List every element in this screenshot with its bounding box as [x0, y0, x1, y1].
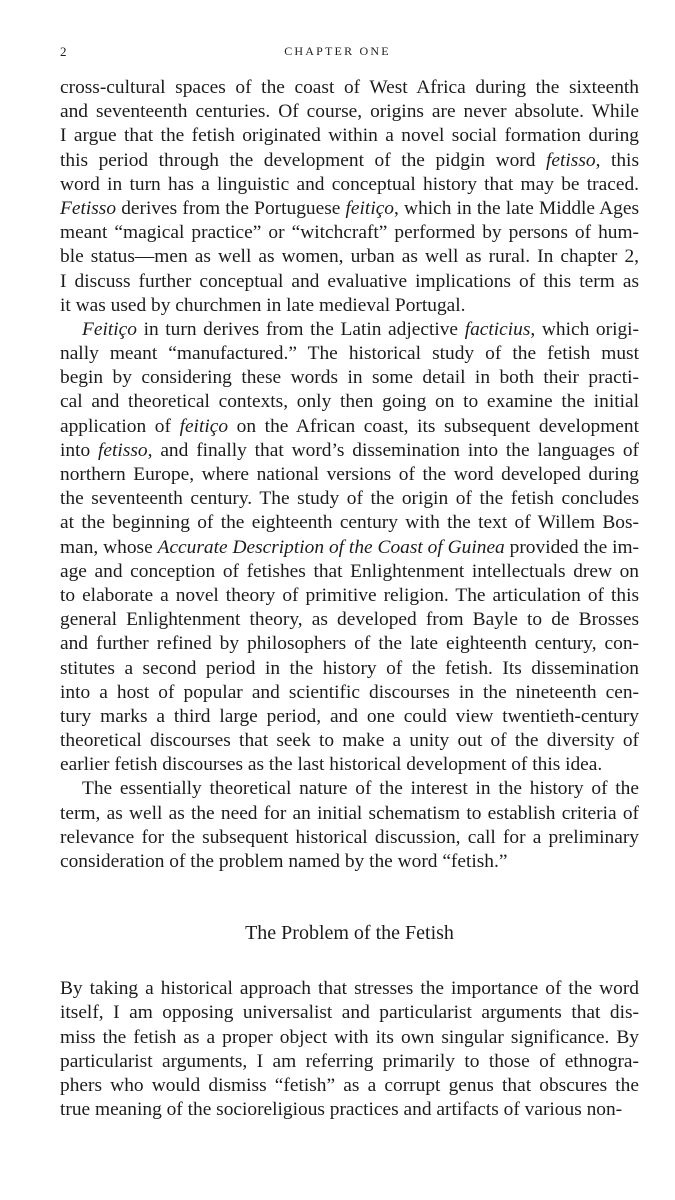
text-line: application of feitiço on the African coast, its subsequent development — [60, 415, 639, 437]
text-line: cal and theoretical contexts, only then going on to examine the initial — [60, 391, 639, 413]
text-line: I discuss further conceptual and evaluative implications of this term as — [60, 270, 639, 292]
text-line: meant “magical practice” or “witchcraft” performed by persons of hum- — [60, 222, 639, 244]
text-line: miss the fetish as a proper object with its own singular significance. By — [60, 1026, 639, 1048]
text-line: The essentially theoretical nature of the interest in the history of the — [82, 778, 639, 800]
paragraphs-after-heading — [60, 977, 639, 1122]
paragraph — [60, 777, 639, 874]
text-line: itself, I am opposing universalist and particularist arguments that dis- — [60, 1002, 639, 1024]
text-line: nally meant “manufactured.” The historical study of the fetish must — [60, 343, 639, 365]
text-line: true meaning of the socioreligious practices and artifacts of various non- — [60, 1099, 623, 1121]
text-line: Feitiço in turn derives from the Latin adjective facticius, which origi- — [82, 318, 639, 340]
text-line: consideration of the problem named by the word “fetish.” — [60, 851, 508, 872]
text-line: word in turn has a linguistic and conceptual history that may be traced. — [60, 173, 639, 195]
text-line: ble status—men as well as women, urban as well as rural. In chapter 2, — [60, 246, 639, 268]
text-line: into fetisso, and finally that word’s dissemination into the languages of — [60, 439, 640, 461]
text-line: to elaborate a novel theory of primitive religion. The articulation of this — [60, 584, 639, 606]
page-body — [60, 76, 639, 1122]
text-line: it was used by churchmen in late medieval Portugal. — [60, 294, 466, 316]
text-line: term, as well as the need for an initial schematism to establish criteria of — [60, 802, 639, 824]
paragraph — [60, 318, 639, 778]
paragraph — [60, 977, 639, 1122]
text-line: into a host of popular and scientific discourses in the nineteenth cen- — [60, 681, 639, 703]
text-line: By taking a historical approach that stresses the importance of the word — [60, 978, 639, 1000]
text-line: stitutes a second period in the history of the fetish. Its dissemination — [60, 657, 639, 679]
text-line: theoretical discourses that seek to make a unity out of the diversity of — [60, 730, 639, 752]
running-head — [60, 44, 615, 64]
text-line: begin by considering these words in some detail in both their practi- — [60, 367, 639, 389]
page-number: 2 — [60, 44, 67, 59]
text-line: cross-cultural spaces of the coast of West Africa during the sixteenth — [60, 77, 639, 98]
text-line: age and conception of fetishes that Enlightenment intellectuals drew on — [60, 560, 639, 582]
text-line: man, whose Accurate Description of the Coast of Guinea provided the im- — [60, 536, 639, 558]
text-line: general Enlightenment theory, as developed from Bayle to de Brosses — [60, 609, 639, 631]
text-line: this period through the development of the pidgin word fetisso, this — [60, 149, 639, 171]
text-line: relevance for the subsequent historical discussion, call for a preliminary — [60, 826, 639, 848]
text-line: and seventeenth centuries. Of course, origins are never absolute. While — [60, 101, 639, 123]
text-line: phers who would dismiss “fetish” as a corrupt genus that obscures the — [60, 1074, 639, 1096]
text-line: the seventeenth century. The study of the origin of the fetish concludes — [60, 488, 639, 510]
paragraph — [60, 76, 639, 318]
text-line: I argue that the fetish originated within a novel social formation during — [60, 125, 639, 147]
section-heading: The Problem of the Fetish — [245, 922, 454, 945]
text-line: Fetisso derives from the Portuguese feitiço, which in the late Middle Ages — [60, 197, 639, 219]
text-line: tury marks a third large period, and one could view twentieth-century — [60, 705, 639, 727]
chapter-title: CHAPTER ONE — [284, 44, 391, 58]
text-line: earlier fetish discourses as the last historical development of this idea. — [60, 754, 603, 776]
text-line: at the beginning of the eighteenth century with the text of Willem Bos- — [60, 512, 639, 534]
paragraphs-before-heading — [60, 76, 639, 874]
text-line: northern Europe, where national versions of the word developed during — [60, 464, 639, 485]
text-line: particularist arguments, I am referring primarily to those of ethnogra- — [60, 1050, 639, 1072]
text-line: and further refined by philosophers of the late eighteenth century, con- — [60, 633, 639, 655]
